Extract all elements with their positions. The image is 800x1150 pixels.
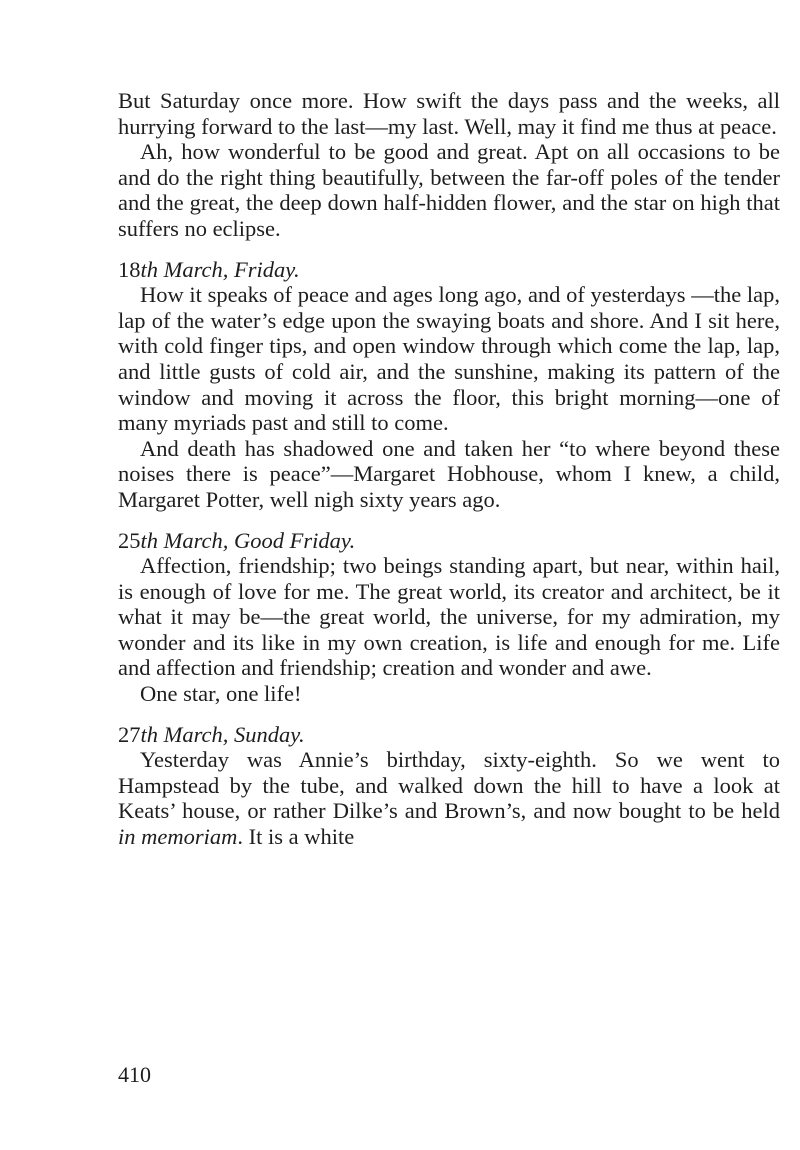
date-number: 18 [118,256,141,282]
date-heading-18-march [118,257,780,283]
paragraph-saturday: But Saturday once more. How swift the days pass and the weeks, all hurrying forward to the last—my last. Well, may it find me thus at peace. [118,88,780,139]
paragraph-one-star: One star, one life! [140,681,302,707]
text-segment: Yesterday was Annie’s birthday, sixty-eighth. So we went to Hampstead by the tube, and walked down the hill to have a look at Keats’ house, or rather Dilke’s and Brown’s, and now bought to be held [118,747,780,824]
italic-phrase: in memoriam [118,824,238,850]
page-body [118,88,780,850]
date-number: 25 [118,527,141,553]
paragraph-affection: Affection, friendship; two beings standing apart, but near, within hail, is enough of love for me. The great world, its creator and architect, be it what it may be—the great world, the universe, for my admiration, my wonder and its like in my own creation, is life and enough for me. Life and affection and friendship; creation and wonder and awe. [118,553,780,681]
paragraph-wonderful: Ah, how wonderful to be good and great. Apt on all occasions to be and do the right thing beautifully, between the far-off poles of the tender and the great, the deep down half-hidden flower, and the star on high that suffers no eclipse. [118,139,780,241]
page-number: 410 [118,1062,151,1087]
paragraph-death: And death has shadowed one and taken her “to where beyond these noises there is peace”—Margaret Hobhouse, whom I knew, a child, Margaret Potter, well nigh sixty years ago. [118,435,780,512]
date-text: th March, Sunday. [140,721,305,747]
paragraph-peace: How it speaks of peace and ages long ago, and of yesterdays —the lap, lap of the water’s edge upon the swaying boats and shore. And I sit here, with cold finger tips, and open window through which come the lap, lap, and little gusts of cold air, and the sunshine, making its pattern of the window and moving it across the floor, this bright morning—one of many myriads past and still to come. [118,282,780,436]
date-heading-27-march [118,722,780,748]
date-number: 27 [118,721,141,747]
text-segment: . It is a white [237,824,355,850]
date-text: th March, Good Friday. [140,527,356,553]
date-text: th March, Friday. [140,256,300,282]
date-heading-25-march [118,528,780,554]
paragraph-yesterday [118,747,780,849]
